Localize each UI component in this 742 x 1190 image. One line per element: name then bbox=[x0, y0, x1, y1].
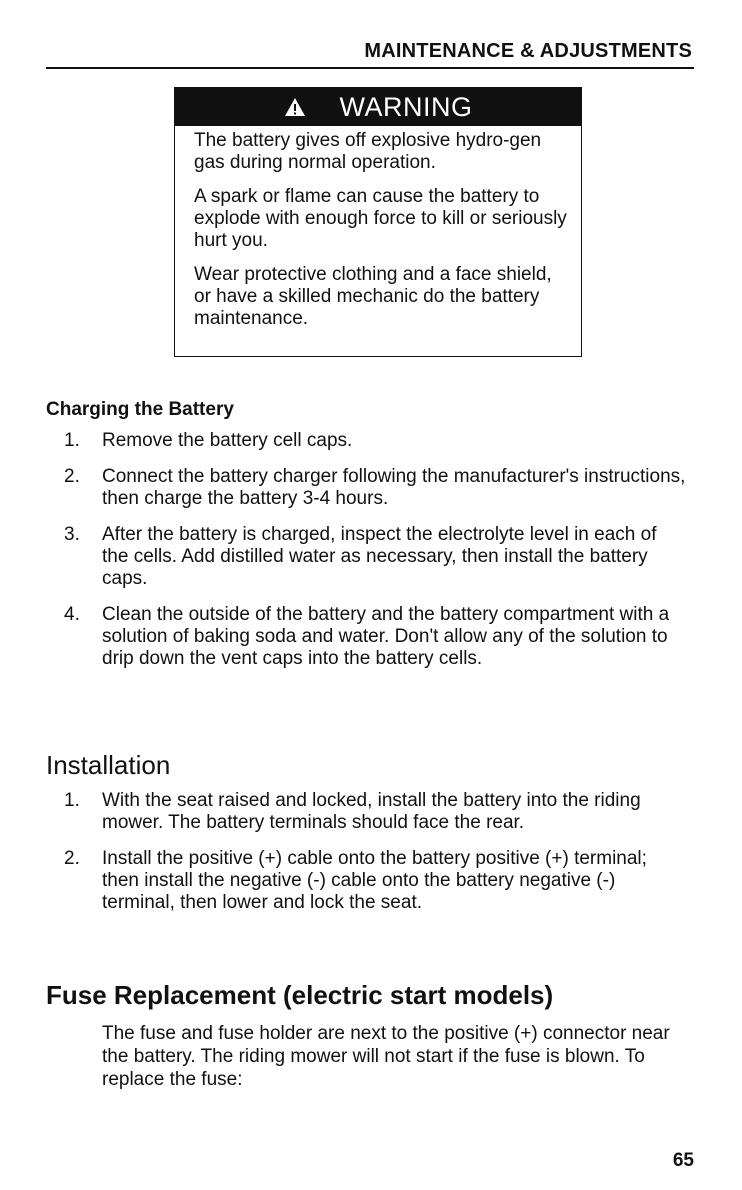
header-rule bbox=[46, 67, 694, 69]
step-text: Clean the outside of the battery and the battery compartment with a solution of baking soda and water. Don't allow any of the solution to drip down the vent caps into the battery cells. bbox=[102, 604, 670, 669]
step-number: 1. bbox=[64, 430, 80, 451]
charging-title: Charging the Battery bbox=[46, 399, 234, 420]
step-number: 3. bbox=[64, 524, 80, 545]
warning-triangle-icon bbox=[284, 97, 306, 117]
list-item bbox=[46, 430, 686, 452]
running-header: MAINTENANCE & ADJUSTMENTS bbox=[364, 40, 692, 62]
installation-steps bbox=[46, 790, 686, 928]
step-number: 2. bbox=[64, 466, 80, 487]
step-number: 4. bbox=[64, 604, 80, 625]
warning-paragraph: A spark or flame can cause the battery to explode with enough force to kill or seriously hurt you. bbox=[194, 186, 567, 251]
step-text: Connect the battery charger following the manufacturer's instructions, then charge the battery 3-4 hours. bbox=[102, 466, 686, 509]
installation-title: Installation bbox=[46, 750, 171, 780]
list-item bbox=[46, 790, 686, 834]
page-number: 65 bbox=[672, 1150, 694, 1171]
step-number: 2. bbox=[64, 848, 80, 869]
list-item bbox=[46, 466, 686, 510]
warning-bar bbox=[175, 88, 581, 126]
step-text: After the battery is charged, inspect the electrolyte level in each of the cells. Add distilled water as necessary, then install the battery caps. bbox=[102, 524, 657, 589]
step-text: With the seat raised and locked, install the battery into the riding mower. The battery terminals should face the rear. bbox=[102, 790, 641, 833]
step-text: Install the positive (+) cable onto the battery positive (+) terminal; then install the negative (-) cable onto the battery negative (-) terminal, then lower and lock the seat. bbox=[102, 848, 647, 913]
charging-steps bbox=[46, 430, 686, 684]
fuse-title: Fuse Replacement (electric start models) bbox=[46, 980, 554, 1010]
list-item bbox=[46, 848, 686, 914]
step-text: Remove the battery cell caps. bbox=[102, 430, 353, 451]
list-item bbox=[46, 524, 686, 590]
warning-box bbox=[174, 87, 582, 357]
list-item bbox=[46, 604, 686, 670]
warning-paragraph: The battery gives off explosive hydro-gen gas during normal operation. bbox=[194, 130, 542, 173]
warning-paragraph: Wear protective clothing and a face shield, or have a skilled mechanic do the battery maintenance. bbox=[194, 264, 552, 329]
warning-body bbox=[175, 126, 581, 330]
warning-label: WARNING bbox=[339, 91, 473, 122]
fuse-paragraph: The fuse and fuse holder are next to the positive (+) connector near the battery. The riding mower will not start if the fuse is blown. To replace the fuse: bbox=[102, 1023, 670, 1090]
step-number: 1. bbox=[64, 790, 80, 811]
